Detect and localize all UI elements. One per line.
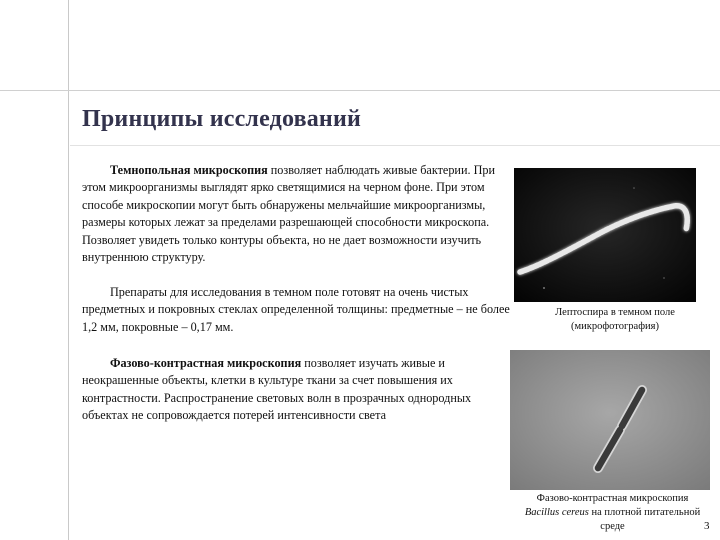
phase-contrast-description: позволяет изучать живые и неокрашенные объекты, клетки в культуре ткани за счет повышения их контрастности. Распространение световых волн в прозрачных однородных объектах не сопровождается потерей интенсивности света bbox=[82, 356, 472, 423]
paragraph-phase-contrast bbox=[82, 355, 514, 425]
preparation-description: Препараты для исследования в темном поле готовят на очень чистых предметных и покровных стеклах определенной толщины: предметные – не более 1,2 мм, покровные – 0,17 мм. bbox=[82, 285, 510, 334]
horizontal-divider-line bbox=[0, 90, 720, 91]
caption2-species: Bacillus cereus bbox=[524, 507, 589, 518]
vertical-divider-line bbox=[68, 0, 69, 540]
caption1-line2: (микрофотография) bbox=[571, 321, 659, 332]
leptospira-darkfield-photo bbox=[514, 168, 696, 302]
paragraph-darkfield bbox=[82, 162, 510, 266]
caption2-rest: на плотной питательной bbox=[588, 507, 701, 518]
caption2-line3: среде bbox=[600, 521, 625, 532]
title-underline bbox=[70, 145, 720, 146]
paragraph-preparation bbox=[82, 284, 512, 336]
term-phase-contrast-microscopy: Фазово-контрастная микроскопия bbox=[110, 356, 302, 370]
caption1-line1: Лептоспира в темном поле bbox=[555, 307, 675, 318]
darkfield-description: позволяет наблюдать живые бактерии. При этом микроорганизмы выглядят ярко светящимися на черном фоне. При этом способе микроскопии могут быть обнаружены мельчайшие микроорганизмы, размеры которых лежат за пределами разрешающей способности микроскопа. Позволяет увидеть только контуры объекта, но не дает возможности изучить внутреннюю структуру. bbox=[82, 163, 495, 265]
caption2-line2 bbox=[505, 506, 720, 520]
bacillus-photo-caption bbox=[505, 492, 720, 534]
term-darkfield-microscopy: Темнопольная микроскопия bbox=[110, 163, 268, 177]
bacillus-phase-contrast-photo bbox=[510, 350, 710, 490]
page-number: 3 bbox=[704, 520, 710, 532]
caption2-line1: Фазово-контрастная микроскопия bbox=[536, 493, 689, 504]
slide-title: Принципы исследований bbox=[82, 106, 362, 132]
leptospira-photo-caption bbox=[524, 306, 706, 334]
